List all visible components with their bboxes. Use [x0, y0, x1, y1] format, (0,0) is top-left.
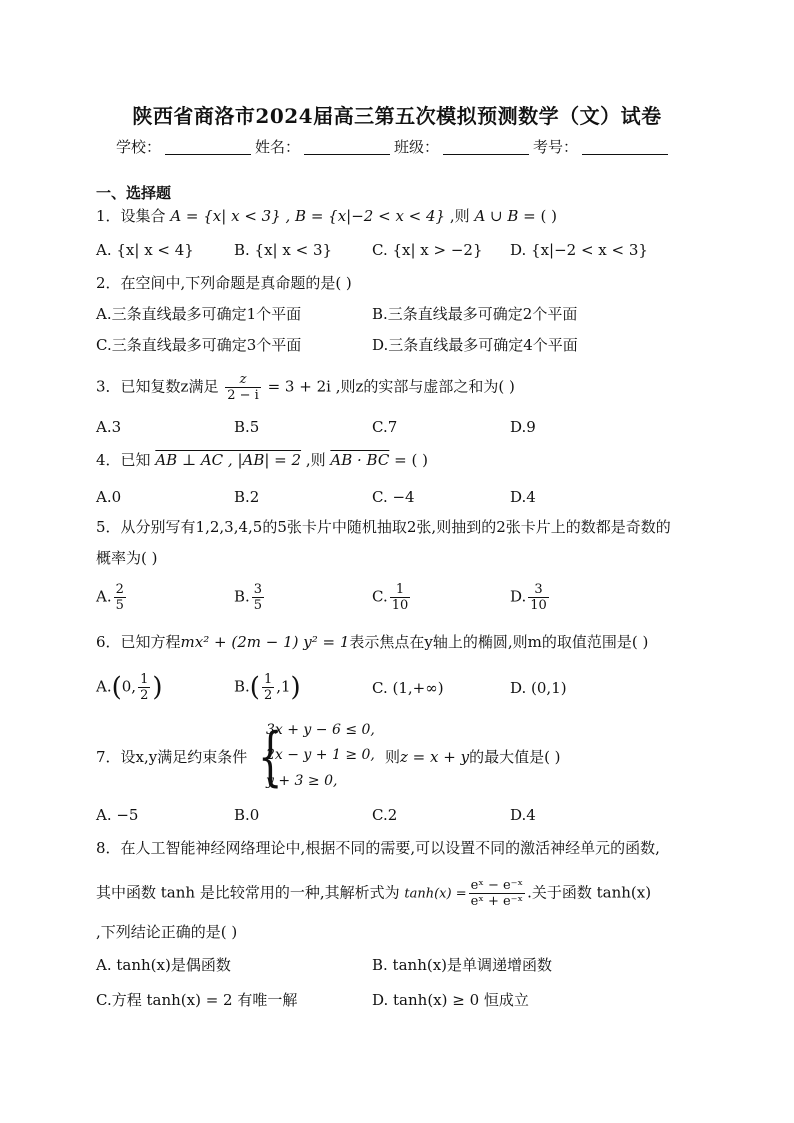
student-info-line — [116, 136, 672, 157]
question-6-stem — [96, 632, 648, 652]
q5-c-frac — [390, 582, 411, 613]
q6-a-left: 0, — [121, 677, 137, 696]
q3-fraction — [225, 372, 261, 403]
q8-lhs: tanh(x) = — [404, 886, 467, 902]
q6-option-b[interactable] — [234, 672, 301, 703]
q5-d-num: 3 — [528, 582, 549, 598]
question-5-line1: 5．从分别写有1,2,3,4,5的5张卡片中随机抽取2张,则抽到的2张卡片上的数都是奇数的 — [96, 518, 671, 536]
question-5-line2: 概率为( ) — [96, 549, 158, 567]
q6-option-a[interactable] — [96, 672, 163, 703]
q5-a-frac — [114, 582, 126, 613]
exam-no-blank[interactable] — [582, 140, 668, 155]
q1-sets: A = {x| x < 3} , B = {x|−2 < x < 4} — [170, 207, 446, 225]
q5-c-label: C. — [372, 587, 388, 606]
q8-fraction — [469, 878, 525, 909]
q4-vectors: AB ⊥ AC , |AB| = 2 — [155, 451, 302, 469]
q8-option-b[interactable]: B. tanh(x)是单调递增函数 — [372, 956, 553, 974]
question-1-stem — [96, 206, 557, 226]
q3-frac-num: z — [225, 372, 261, 388]
name-blank[interactable] — [304, 140, 390, 155]
q3-text-a: 3．已知复数z满足 — [96, 377, 219, 396]
q7-text-b: 则 — [385, 748, 401, 766]
q8-frac-num: eˣ − e⁻ˣ — [470, 878, 524, 893]
page-title: 陕西省商洛市2024届高三第五次模拟预测数学（文）试卷 — [132, 104, 662, 128]
q4-text-a: 4．已知 — [96, 451, 151, 469]
section-heading: 一、选择题 — [96, 184, 172, 202]
q2-option-a[interactable]: A.三条直线最多可确定1个平面 — [96, 305, 302, 323]
class-blank[interactable] — [443, 140, 529, 155]
q5-b-den: 5 — [253, 598, 263, 613]
q6-b-right: ,1 — [276, 677, 291, 696]
q6-equation: mx² + (2m − 1) y² = 1 — [180, 633, 350, 651]
q6-a-lparen: ( — [111, 672, 122, 703]
q7-option-d[interactable]: D.4 — [510, 806, 536, 824]
q5-option-a[interactable] — [96, 582, 128, 613]
question-7-stem-b — [385, 747, 561, 767]
q7-objective: z = x + y — [400, 748, 470, 766]
q7-option-a[interactable]: A. −5 — [96, 806, 139, 824]
q8-option-c[interactable]: C.方程 tanh(x) = 2 有唯一解 — [96, 991, 298, 1009]
q4-option-c[interactable]: C. −4 — [372, 488, 415, 506]
q1-text-b: ,则 — [445, 207, 470, 225]
q6-b-den: 2 — [263, 688, 273, 703]
q2-option-b[interactable]: B.三条直线最多可确定2个平面 — [372, 305, 578, 323]
q1-option-a[interactable]: A. {x| x < 4} — [96, 241, 194, 259]
q8-frac-den: eˣ + e⁻ˣ — [470, 894, 524, 909]
q5-c-num: 1 — [390, 582, 411, 598]
question-2-stem: 2．在空间中,下列命题是真命题的是( ) — [96, 274, 352, 292]
q3-frac-den: 2 − i — [227, 388, 259, 403]
q3-option-d[interactable]: D.9 — [510, 418, 536, 436]
q7-option-b[interactable]: B.0 — [234, 806, 260, 824]
q5-a-num: 2 — [115, 582, 124, 597]
q6-a-den: 2 — [140, 688, 149, 703]
q5-option-b[interactable] — [234, 582, 266, 613]
q7-constraint-2: 2x − y + 1 ≥ 0, — [266, 747, 375, 763]
question-8-line3: ,下列结论正确的是( ) — [96, 923, 238, 941]
q5-option-d[interactable] — [510, 582, 551, 613]
q3-option-b[interactable]: B.5 — [234, 418, 260, 436]
q6-b-frac — [262, 672, 274, 703]
q2-option-d[interactable]: D.三条直线最多可确定4个平面 — [372, 336, 578, 354]
q6-b-num: 1 — [263, 672, 273, 687]
q4-option-a[interactable]: A.0 — [96, 488, 122, 506]
q5-d-frac — [528, 582, 549, 613]
q8-option-d[interactable]: D. tanh(x) ≥ 0 恒成立 — [372, 991, 529, 1009]
q7-option-c[interactable]: C.2 — [372, 806, 398, 824]
question-7-stem-a: 7．设x,y满足约束条件 — [96, 748, 248, 766]
q1-option-b[interactable]: B. {x| x < 3} — [234, 241, 333, 259]
q8-text-b: .关于函数 tanh(x) — [527, 883, 652, 902]
q7-brace: { — [258, 720, 283, 794]
q4-text-c: = ( ) — [389, 451, 428, 469]
q6-option-d[interactable]: D. (0,1) — [510, 679, 567, 697]
q5-b-num: 3 — [253, 582, 263, 597]
q6-b-lparen: ( — [249, 672, 260, 703]
q1-text-c: = ( ) — [518, 207, 557, 225]
q6-b-rparen: ) — [290, 672, 301, 703]
q8-text-a: 其中函数 tanh 是比较常用的一种,其解析式为 — [96, 883, 400, 902]
q4-text-b: ,则 — [301, 451, 326, 469]
school-label: 学校： — [116, 138, 162, 156]
q5-a-den: 5 — [115, 598, 124, 613]
q5-b-label: B. — [234, 587, 250, 606]
q3-option-a[interactable]: A.3 — [96, 418, 122, 436]
q6-b-label: B. — [234, 677, 250, 696]
q5-d-den: 10 — [530, 598, 547, 613]
name-label: 姓名： — [255, 138, 301, 156]
question-8-line2 — [96, 878, 651, 909]
q1-option-d[interactable]: D. {x|−2 < x < 3} — [510, 241, 648, 259]
q7-constraint-3: y + 3 ≥ 0, — [266, 773, 338, 789]
q6-a-label: A. — [96, 677, 112, 696]
q5-option-c[interactable] — [372, 582, 412, 613]
school-blank[interactable] — [165, 140, 251, 155]
q6-option-c[interactable]: C. (1,+∞) — [372, 679, 444, 697]
q5-a-label: A. — [96, 587, 112, 606]
q6-text-a: 6．已知方程 — [96, 633, 181, 651]
q7-constraint-1: 3x + y − 6 ≤ 0, — [266, 722, 375, 738]
question-8-line1: 8．在人工智能神经网络理论中,根据不同的需要,可以设置不同的激活神经单元的函数, — [96, 839, 660, 857]
q4-option-d[interactable]: D.4 — [510, 488, 536, 506]
q1-option-c[interactable]: C. {x| x > −2} — [372, 241, 483, 259]
q2-option-c[interactable]: C.三条直线最多可确定3个平面 — [96, 336, 302, 354]
q3-text-b: = 3 + 2i ,则z的实部与虚部之和为( ) — [262, 377, 515, 396]
q4-option-b[interactable]: B.2 — [234, 488, 260, 506]
q5-d-label: D. — [510, 587, 527, 606]
q6-a-num: 1 — [140, 672, 149, 687]
exam-no-label: 考号： — [533, 138, 579, 156]
question-3-stem — [96, 372, 515, 403]
q7-text-c: 的最大值是( ) — [469, 748, 561, 766]
q5-b-frac — [252, 582, 264, 613]
class-label: 班级： — [394, 138, 440, 156]
q6-a-frac — [138, 672, 150, 703]
q4-dot-product: AB · BC — [330, 451, 390, 469]
q8-option-a[interactable]: A. tanh(x)是偶函数 — [96, 956, 231, 974]
q3-option-c[interactable]: C.7 — [372, 418, 398, 436]
q1-text-a: 1．设集合 — [96, 207, 166, 225]
q6-text-b: 表示焦点在y轴上的椭圆,则m的取值范围是( ) — [349, 633, 649, 651]
q1-union: A ∪ B — [474, 207, 519, 225]
question-4-stem — [96, 450, 428, 470]
q6-a-rparen: ) — [152, 672, 163, 703]
q5-c-den: 10 — [391, 598, 409, 613]
